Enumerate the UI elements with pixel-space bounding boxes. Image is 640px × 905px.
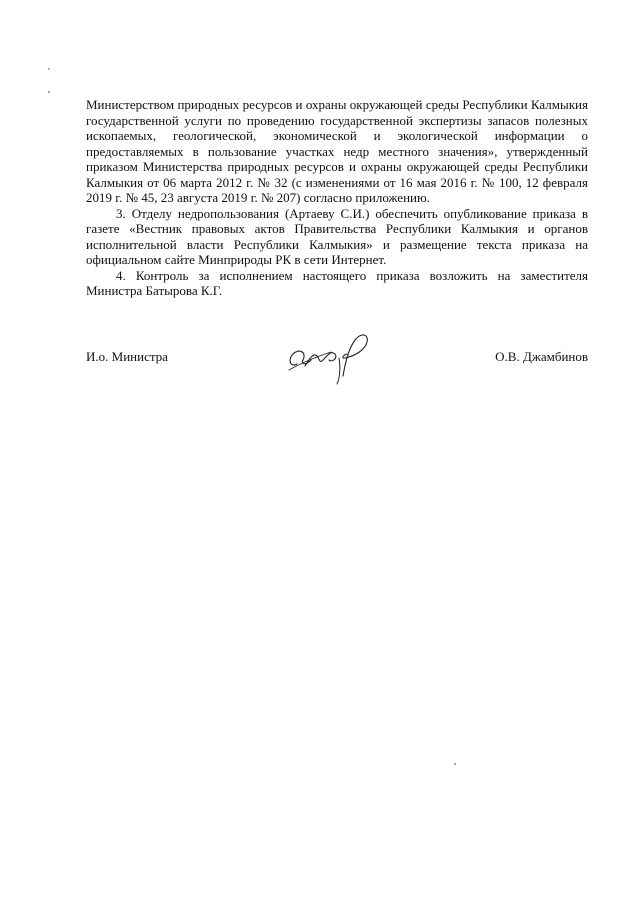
handwritten-signature — [283, 330, 375, 386]
document-body — [86, 97, 588, 299]
signer-name: О.В. Джамбинов — [495, 349, 588, 364]
paragraph-item-4: 4. Контроль за исполнением настоящего приказа возложить на заместителя Министра Батырова К.Г. — [86, 267, 588, 298]
paragraph-item-3: 3. Отделу недропользования (Артаеву С.И.) обеспечить опубликование приказа в газете «Вестник правовых актов Правительства Республики Калмыкия и органов исполнительной власти Республики Калмыкия» и размещение текста приказа на официальном сайте Минприроды РК в сети Интернет. — [86, 205, 588, 267]
scan-speck — [454, 763, 456, 765]
paragraph-continuation: Министерством природных ресурсов и охраны окружающей среды Республики Калмыкия государственной услуги по проведению государственной экспертизы запасов полезных ископаемых, геологической, экономической и экологической информации о предоставляемых в пользование участках недр местного значения», утвержденный приказом Министерства природных ресурсов и охраны окружающей среды Республики Калмыкия от 06 марта 2012 г. № 32 (с изменениями от 16 мая 2016 г. № 100, 12 февраля 2019 г. № 45, 23 августа 2019 г. № 207) согласно приложению. — [86, 97, 588, 205]
signer-position: И.о. Министра — [86, 349, 168, 364]
scan-speck — [48, 91, 50, 93]
scan-speck — [48, 68, 50, 70]
